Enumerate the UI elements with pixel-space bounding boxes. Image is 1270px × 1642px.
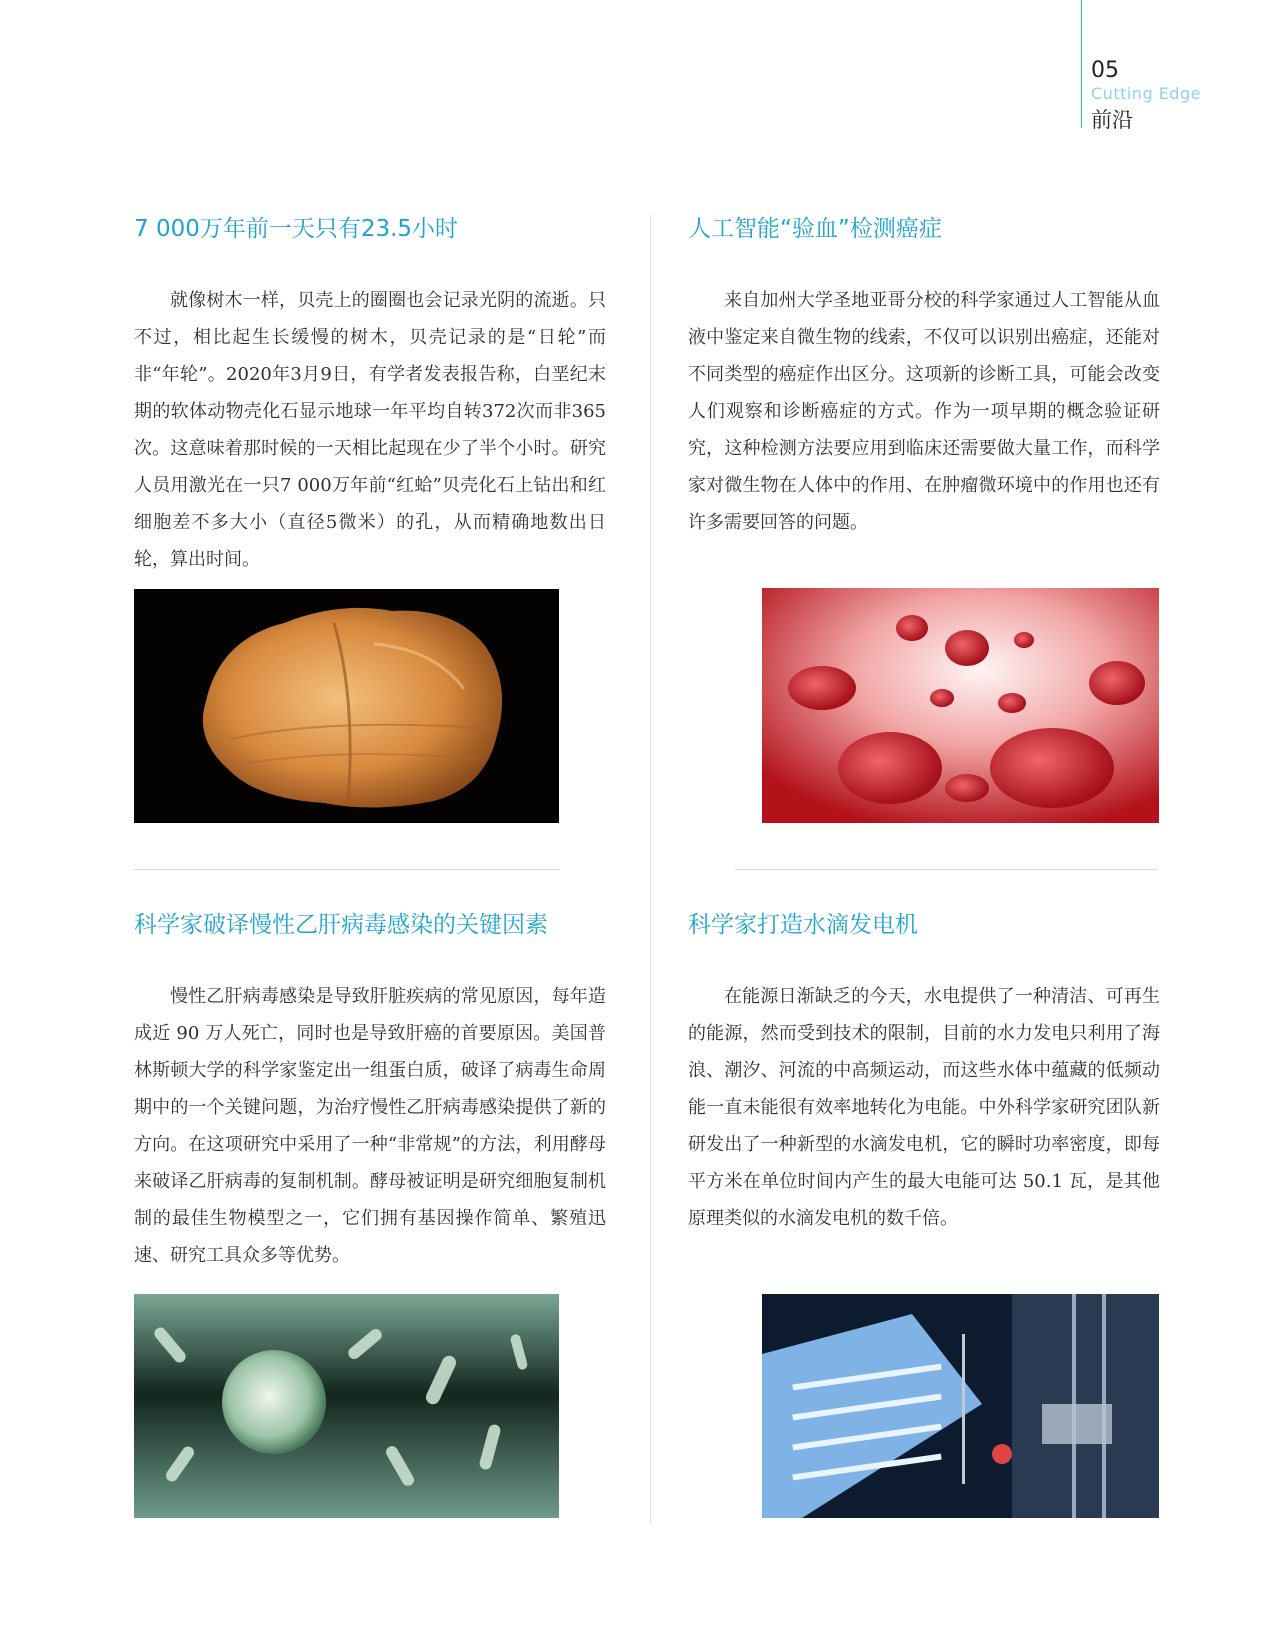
section-title-cn: 前沿 [1091,108,1133,132]
droplet-generator-photo [762,1294,1159,1518]
article-body: 在能源日渐缺乏的今天，水电提供了一种清洁、可再生的能源，然而受到技术的限制，目前的水力发电只利用了海浪、潮汐、河流的中高频运动，而这些水体中蕴藏的低频动能一直未能很有效率地转化为电能。中外科学家研究团队新研发出了一种新型的水滴发电机，它的瞬时功率密度，即每平方米在单位时间内产生的最大电能可达 50.1 瓦，是其他原理类似的水滴发电机的数千倍。 [688,986,1160,1229]
right-section-divider [735,869,1158,870]
article-title: 科学家打造水滴发电机 [688,912,918,938]
red-blood-cells-photo [762,588,1159,823]
fossil-shell-photo [134,589,559,823]
article-title: 人工智能“验血”检测癌症 [688,216,942,242]
header-rule [1081,0,1082,128]
section-title-en: Cutting Edge [1091,84,1201,103]
left-section-divider [134,869,560,870]
article-body: 来自加州大学圣地亚哥分校的科学家通过人工智能从血液中鉴定来自微生物的线索，不仅可以识别出癌症，还能对不同类型的癌症作出区分。这项新的诊断工具，可能会改变人们观察和诊断癌症的方式。作为一项早期的概念验证研究，这种检测方法要应用到临床还需要做大量工作，而科学家对微生物在人体中的作用、在肿瘤微环境中的作用也还有许多需要回答的问题。 [688,290,1160,533]
page-number: 05 [1091,58,1119,83]
article-hepatitis [134,910,606,1274]
article-ai-blood [688,214,1160,541]
article-droplet-generator [688,910,1160,1237]
article-fossil [134,214,606,578]
article-body: 就像树木一样，贝壳上的圈圈也会记录光阴的流逝。只不过，相比起生长缓慢的树木，贝壳记录的是“日轮”而非“年轮”。2020年3月9日，有学者发表报告称，白垩纪末期的软体动物壳化石显示地球一年平均自转372次而非365次。这意味着那时候的一天相比起现在少了半个小时。研究人员用激光在一只7 000万年前“红蛤”贝壳化石上钻出和红细胞差不多大小（直径5微米）的孔，从而精确地数出日轮，算出时间。 [134,290,606,570]
column-divider [650,215,651,1525]
article-title: 7 000万年前一天只有23.5小时 [134,216,459,242]
article-body: 慢性乙肝病毒感染是导致肝脏疾病的常见原因，每年造成近 90 万人死亡，同时也是导致肝癌的首要原因。美国普林斯顿大学的科学家鉴定出一组蛋白质，破译了病毒生命周期中的一个关键问题，为治疗慢性乙肝病毒感染提供了新的方向。在这项研究中采用了一种“非常规”的方法，利用酵母来破译乙肝病毒的复制机制。酵母被证明是研究细胞复制机制的最佳生物模型之一，它们拥有基因操作简单、繁殖迅速、研究工具众多等优势。 [134,986,606,1266]
article-title: 科学家破译慢性乙肝病毒感染的关键因素 [134,912,548,938]
virus-bacteria-photo [134,1294,559,1518]
